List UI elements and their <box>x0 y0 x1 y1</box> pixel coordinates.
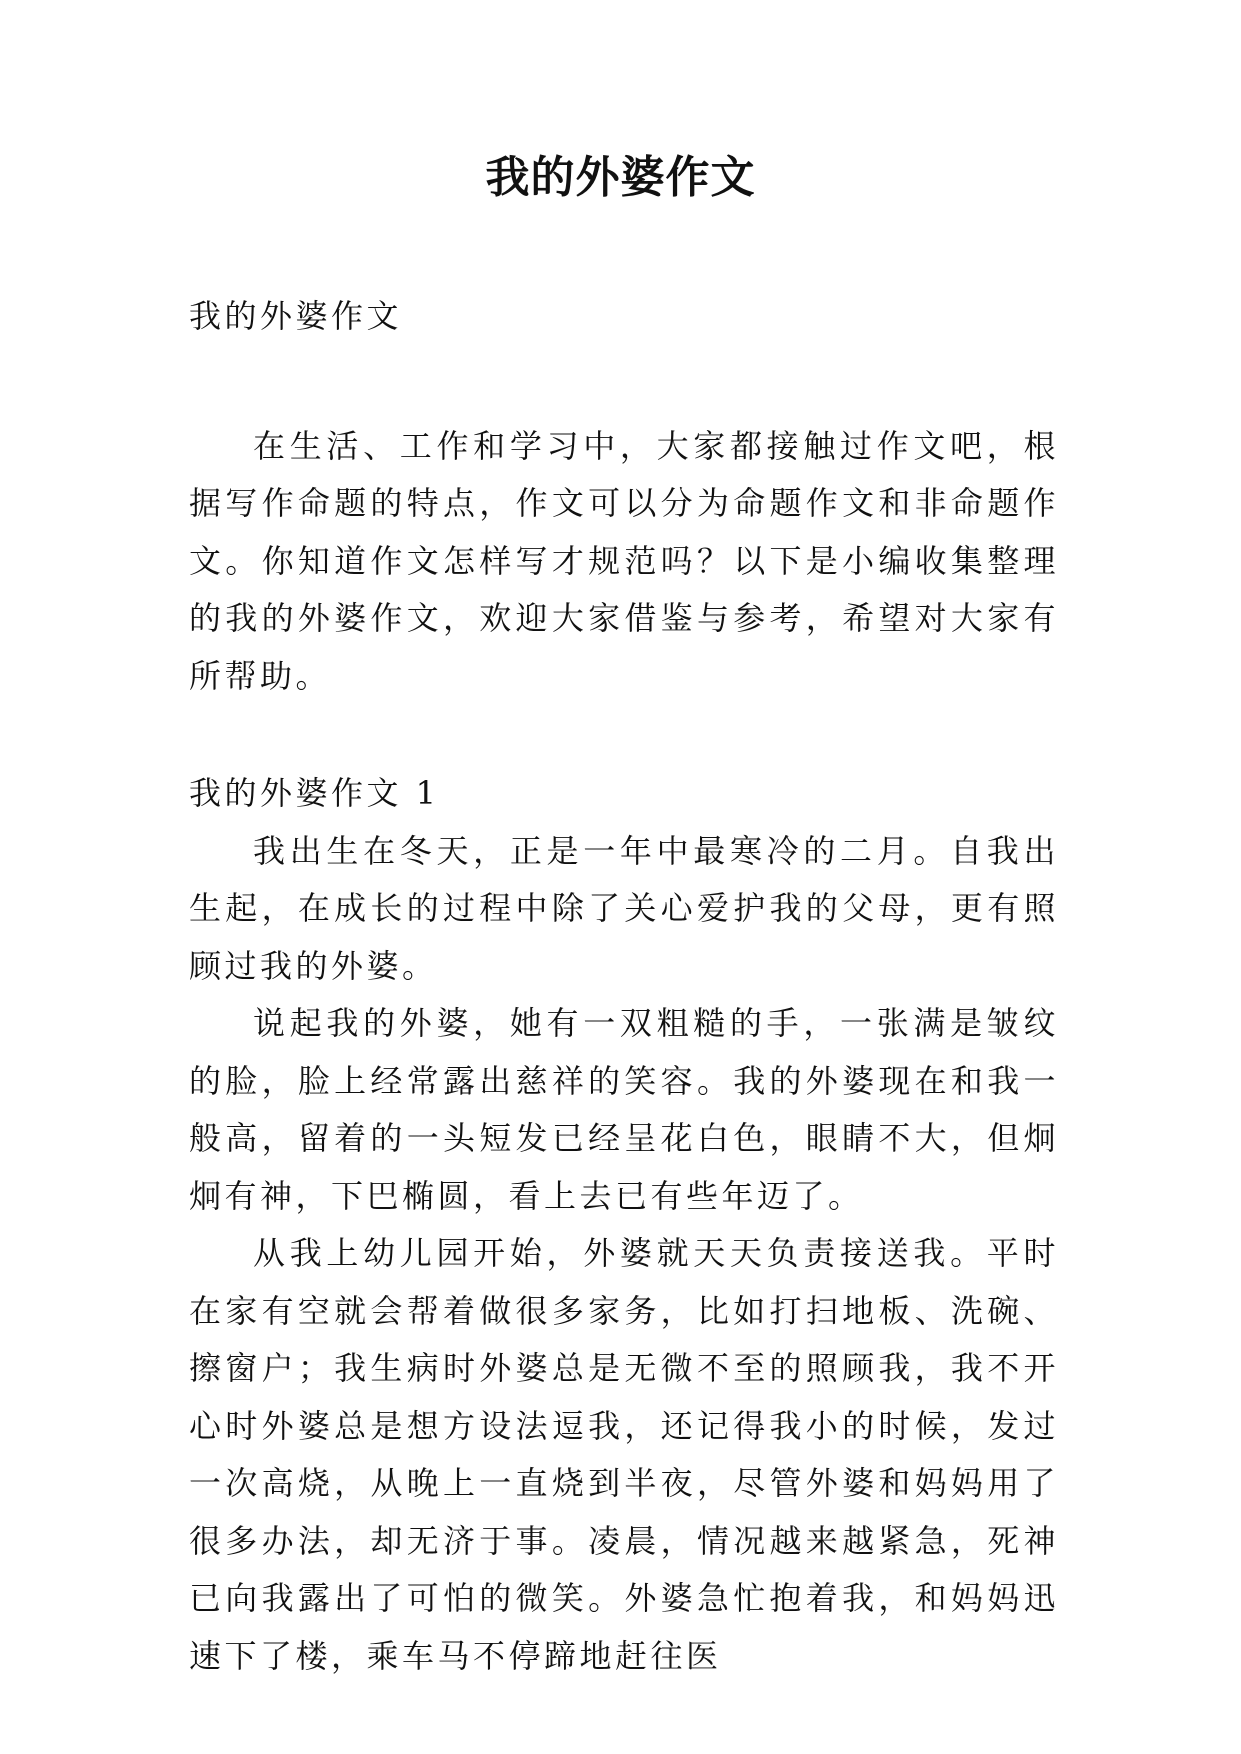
body-paragraph: 从我上幼儿园开始，外婆就天天负责接送我。平时在家有空就会帮着做很多家务，比如打扫地板、洗碗、擦窗户；我生病时外婆总是无微不至的照顾我，我不开心时外婆总是想方设法逗我，还记得我小的时候，发过一次高烧，从晚上一直烧到半夜，尽管外婆和妈妈用了很多办法，却无济于事。凌晨，情况越来越紧急，死神已向我露出了可怕的微笑。外婆急忙抱着我，和妈妈迅速下了楼，乘车马不停蹄地赶往医 <box>189 1234 1059 1675</box>
section-heading: 我的外婆作文 1 <box>189 774 440 812</box>
document-body <box>189 288 1059 1685</box>
body-paragraph: 说起我的外婆，她有一双粗糙的手，一张满是皱纹的脸，脸上经常露出慈祥的笑容。我的外婆现在和我一般高，留着的一头短发已经呈花白色，眼睛不大，但炯炯有神，下巴椭圆，看上去已有些年迈了。 <box>189 1004 1059 1215</box>
spacer <box>189 346 1059 418</box>
document-subtitle: 我的外婆作文 <box>189 297 403 335</box>
document-title: 我的外婆作文 <box>485 152 756 203</box>
spacer <box>189 705 1059 765</box>
body-paragraph: 我出生在冬天，正是一年中最寒冷的二月。自我出生起，在成长的过程中除了关心爱护我的父母，更有照顾过我的外婆。 <box>189 831 1059 985</box>
intro-paragraph: 在生活、工作和学习中，大家都接触过作文吧，根据写作命题的特点，作文可以分为命题作文和非命题作文。你知道作文怎样写才规范吗？以下是小编收集整理的我的外婆作文，欢迎大家借鉴与参考，希望对大家有所帮助。 <box>189 426 1059 695</box>
